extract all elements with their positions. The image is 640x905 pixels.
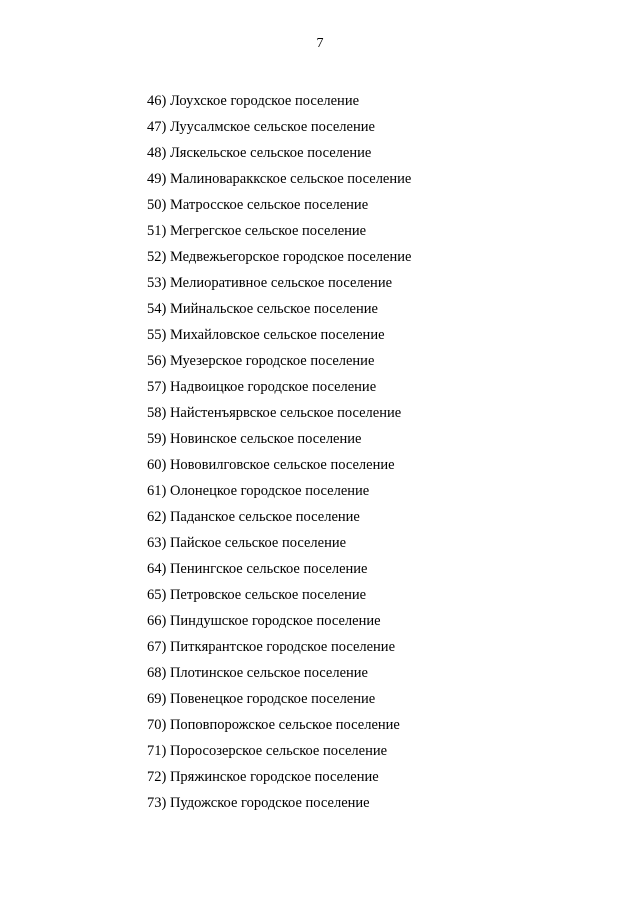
- list-item: 50) Матросское сельское поселение: [147, 197, 369, 213]
- list-item: 54) Мийнальское сельское поселение: [147, 301, 378, 317]
- list-item: 49) Малиновараккское сельское поселение: [147, 171, 412, 187]
- list-item: 46) Лоухское городское поселение: [147, 93, 360, 109]
- list-item: 73) Пудожское городское поселение: [147, 795, 370, 811]
- list-item: 55) Михайловское сельское поселение: [147, 327, 385, 343]
- list-item: 64) Пенингское сельское поселение: [147, 561, 368, 577]
- list-item: 48) Ляскельское сельское поселение: [147, 145, 372, 161]
- page-number: 7: [316, 36, 324, 51]
- list-item: 53) Мелиоративное сельское поселение: [147, 275, 393, 291]
- list-item: 60) Нововилговское сельское поселение: [147, 457, 395, 473]
- list-item: 68) Плотинское сельское поселение: [147, 665, 368, 681]
- settlement-list: [147, 92, 411, 820]
- list-item: 67) Питкярантское городское поселение: [147, 639, 396, 655]
- list-item: 69) Повенецкое городское поселение: [147, 691, 376, 707]
- list-item: 47) Луусалмское сельское поселение: [147, 119, 375, 135]
- list-item: 65) Петровское сельское поселение: [147, 587, 367, 603]
- list-item: 71) Поросозерское сельское поселение: [147, 743, 388, 759]
- list-item: 62) Паданское сельское поселение: [147, 509, 360, 525]
- list-item: 52) Медвежьегорское городское поселение: [147, 249, 412, 265]
- list-item: 56) Муезерское городское поселение: [147, 353, 375, 369]
- list-item: 72) Пряжинское городское поселение: [147, 769, 379, 785]
- list-item: 66) Пиндушское городское поселение: [147, 613, 381, 629]
- list-item: 59) Новинское сельское поселение: [147, 431, 362, 447]
- list-item: 57) Надвоицкое городское поселение: [147, 379, 377, 395]
- list-item: 51) Мегрегское сельское поселение: [147, 223, 367, 239]
- list-item: 63) Пайское сельское поселение: [147, 535, 347, 551]
- list-item: 61) Олонецкое городское поселение: [147, 483, 370, 499]
- list-item: 58) Найстенъярвское сельское поселение: [147, 405, 402, 421]
- list-item: 70) Поповпорожское сельское поселение: [147, 717, 400, 733]
